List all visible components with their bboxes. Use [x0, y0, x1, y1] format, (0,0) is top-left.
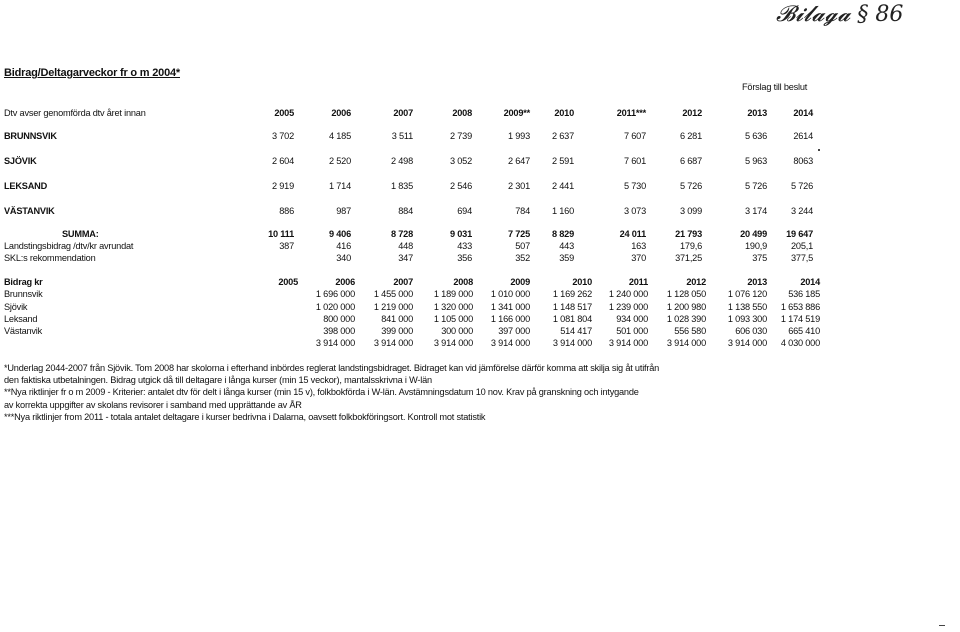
- table2-cell: 1 020 000: [315, 302, 355, 312]
- table1-cell: 6 281: [680, 131, 702, 141]
- table2-year-header: 2007: [393, 277, 413, 287]
- summa-cell: 24 011: [619, 229, 646, 239]
- table2-cell: 1 455 000: [373, 289, 413, 299]
- table2-total-cell: 3 914 000: [608, 338, 648, 348]
- table1-cell: 3 099: [680, 206, 702, 216]
- table1-year-header: 2011***: [616, 108, 646, 118]
- table2-cell: 665 410: [788, 326, 820, 336]
- table2-cell: 1 240 000: [608, 289, 648, 299]
- table1-cell: 2 919: [272, 181, 294, 191]
- landsting-cell: 163: [631, 241, 646, 251]
- table2-cell: 841 000: [381, 314, 413, 324]
- table2-year-header: 2006: [335, 277, 355, 287]
- footnote-line: **Nya riktlinjer fr o m 2009 - Kriterier: antalet dtv för delt i långa kurser (min 15 v), folkbokförda i W-län. Avstämningsdatum 10 nov. Krav på granskning och intygande: [4, 387, 639, 397]
- summa-cell: 10 111: [268, 229, 294, 239]
- table1-year-header: 2009**: [503, 108, 530, 118]
- landsting-cell: 507: [515, 241, 530, 251]
- table2-cell: 1 653 886: [780, 302, 820, 312]
- landsting-cell: 387: [279, 241, 294, 251]
- summa-label: SUMMA:: [62, 229, 99, 239]
- table1-cell: 2 637: [552, 131, 574, 141]
- table1-cell: 1 835: [391, 181, 413, 191]
- landsting-cell: 433: [457, 241, 472, 251]
- table2-cell: 536 185: [788, 289, 820, 299]
- table2-cell: 1 148 517: [552, 302, 592, 312]
- table1-cell: 2 520: [329, 156, 351, 166]
- table2-cell: 1 189 000: [433, 289, 473, 299]
- table1-cell: 2 301: [508, 181, 530, 191]
- table2-cell: 1 341 000: [490, 302, 530, 312]
- table2-cell: 1 169 262: [552, 289, 592, 299]
- skl-cell: 347: [398, 253, 413, 263]
- table1-row-label: LEKSAND: [4, 181, 48, 191]
- table2-cell: 606 030: [735, 326, 767, 336]
- table1-cell: 2 647: [508, 156, 530, 166]
- table2-cell: 501 000: [616, 326, 648, 336]
- skl-cell: 356: [457, 253, 472, 263]
- table2-year-header: 2011: [628, 277, 648, 287]
- summa-cell: 19 647: [786, 229, 813, 239]
- table1-cell: 3 052: [450, 156, 472, 166]
- skl-cell: 377,5: [791, 253, 813, 263]
- table2-cell: 1 093 300: [727, 314, 767, 324]
- table2-cell: 1 174 519: [780, 314, 820, 324]
- table1-cell: 5 963: [745, 156, 767, 166]
- table2-cell: 300 000: [441, 326, 473, 336]
- table1-cell: 8063: [793, 156, 813, 166]
- table1-cell: 2 498: [391, 156, 413, 166]
- table1-cell: 694: [457, 206, 472, 216]
- table1-cell: 2 591: [552, 156, 574, 166]
- table2-year-header: 2010: [572, 277, 592, 287]
- table1-cell: 7 607: [624, 131, 646, 141]
- table1-cell: 884: [398, 206, 413, 216]
- footnote-line: ***Nya riktlinjer from 2011 - totala antalet deltagare i kurser bedrivna i Dalarna, oavsett folkbokföringsort. Kontroll mot statistik: [4, 412, 486, 422]
- table1-cell: 3 073: [624, 206, 646, 216]
- table2-total-cell: 3 914 000: [433, 338, 473, 348]
- table1-cell: 2 739: [450, 131, 472, 141]
- table1-cell: 4 185: [329, 131, 351, 141]
- table1-row-label: BRUNNSVIK: [4, 131, 57, 141]
- table2-cell: 1 696 000: [315, 289, 355, 299]
- footnote-line: *Underlag 2044-2007 från Sjövik. Tom 2008 har skolorna i efterhand inbördes reglerat landstingsbidraget. Bidraget kan vid jämförelse därför komma att skilja sig åt utifrån: [4, 363, 660, 373]
- table1-year-header: 2008: [452, 108, 472, 118]
- table2-cell: 1 081 804: [552, 314, 592, 324]
- proposal-label: Förslag till beslut: [742, 82, 808, 92]
- table1-cell: 5 636: [745, 131, 767, 141]
- landsting-cell: 443: [559, 241, 574, 251]
- skl-label: SKL:s rekommendation: [4, 253, 96, 263]
- table1-cell: 2 441: [552, 181, 574, 191]
- table1-cell: 3 702: [272, 131, 294, 141]
- table2-cell: 1 028 390: [666, 314, 706, 324]
- table1-header-label: Dtv avser genomförda dtv året innan: [4, 108, 146, 118]
- table2-header-label: Bidrag kr: [4, 277, 43, 287]
- table1-cell: 987: [336, 206, 351, 216]
- landsting-cell: 205,1: [791, 241, 813, 251]
- table2-total-cell: 3 914 000: [666, 338, 706, 348]
- summa-cell: 21 793: [675, 229, 702, 239]
- table2-cell: 1 320 000: [433, 302, 473, 312]
- table1-cell: 6 687: [680, 156, 702, 166]
- table1-year-header: 2010: [554, 108, 574, 118]
- summa-cell: 9 031: [450, 229, 472, 239]
- summa-cell: 20 499: [740, 229, 767, 239]
- table2-year-header: 2008: [453, 277, 473, 287]
- table2-year-header: 2005: [278, 277, 298, 287]
- table1-cell: 1 993: [508, 131, 530, 141]
- table2-year-header: 2009: [510, 277, 530, 287]
- skl-cell: 340: [336, 253, 351, 263]
- table1-cell: 1 160: [552, 206, 574, 216]
- table1-cell: 3 174: [745, 206, 767, 216]
- table1-cell: 886: [279, 206, 294, 216]
- table2-cell: 1 239 000: [608, 302, 648, 312]
- table1-cell: 5 726: [680, 181, 702, 191]
- table2-total-cell: 3 914 000: [727, 338, 767, 348]
- table2-row-label: Leksand: [4, 314, 38, 324]
- landsting-label: Landstingsbidrag /dtv/kr avrundat: [4, 241, 134, 251]
- table1-row-label: VÄSTANVIK: [4, 206, 55, 216]
- table2-cell: 514 417: [560, 326, 592, 336]
- table1-cell: 2 546: [450, 181, 472, 191]
- table2-cell: 800 000: [323, 314, 355, 324]
- table2-total-cell: 4 030 000: [780, 338, 820, 348]
- table2-row-label: Västanvik: [4, 326, 43, 336]
- table2-cell: 1 128 050: [666, 289, 706, 299]
- landsting-cell: 179,6: [680, 241, 702, 251]
- table2-year-header: 2014: [800, 277, 820, 287]
- table2-cell: 397 000: [498, 326, 530, 336]
- summa-cell: 7 725: [508, 229, 530, 239]
- table2-cell: 1 138 550: [727, 302, 767, 312]
- table2-total-cell: 3 914 000: [315, 338, 355, 348]
- table2-cell: 1 166 000: [490, 314, 530, 324]
- table1-year-header: 2006: [331, 108, 351, 118]
- table2-cell: 1 076 120: [727, 289, 767, 299]
- table2-cell: 1 105 000: [433, 314, 473, 324]
- table2-cell: 556 580: [674, 326, 706, 336]
- landsting-cell: 190,9: [745, 241, 767, 251]
- table2-cell: 398 000: [323, 326, 355, 336]
- table2-cell: 1 219 000: [373, 302, 413, 312]
- table1-year-header: 2013: [747, 108, 767, 118]
- table1-cell: 3 244: [791, 206, 813, 216]
- table2-cell: 934 000: [616, 314, 648, 324]
- table2-cell: 399 000: [381, 326, 413, 336]
- skl-cell: 371,25: [675, 253, 702, 263]
- speck-mark: [818, 149, 820, 151]
- table1-cell: 5 730: [624, 181, 646, 191]
- summa-cell: 8 728: [391, 229, 413, 239]
- table1-cell: 3 511: [391, 131, 413, 141]
- table1-year-header: 2007: [393, 108, 413, 118]
- table1-year-header: 2014: [793, 108, 813, 118]
- table2-row-label: Brunnsvik: [4, 289, 43, 299]
- table2-cell: 1 010 000: [490, 289, 530, 299]
- skl-cell: 359: [559, 253, 574, 263]
- table1-cell: 7 601: [624, 156, 646, 166]
- skl-cell: 375: [752, 253, 767, 263]
- summa-cell: 9 406: [329, 229, 351, 239]
- table1-cell: 2 604: [272, 156, 294, 166]
- landsting-cell: 448: [398, 241, 413, 251]
- footnote-line: av korrekta uppgifter av skolans revisorer i samband med upprättande av ÅR: [4, 400, 302, 410]
- summa-cell: 8 829: [552, 229, 574, 239]
- table2-year-header: 2012: [686, 277, 706, 287]
- table2-total-cell: 3 914 000: [552, 338, 592, 348]
- skl-cell: 370: [631, 253, 646, 263]
- skl-cell: 352: [515, 253, 530, 263]
- table1-year-header: 2012: [682, 108, 702, 118]
- table1-cell: 5 726: [791, 181, 813, 191]
- page-title: Bidrag/Deltagarveckor fr o m 2004*: [4, 67, 180, 79]
- speck-mark: [939, 625, 945, 626]
- table1-cell: 784: [515, 206, 530, 216]
- table1-row-label: SJÖVIK: [4, 156, 37, 166]
- table1-year-header: 2005: [274, 108, 294, 118]
- table2-cell: 1 200 980: [666, 302, 706, 312]
- handwritten-signature: 𝓑𝓲𝓵𝓪𝓰𝓪 § 86: [776, 2, 904, 27]
- table1-cell: 1 714: [329, 181, 351, 191]
- table2-year-header: 2013: [747, 277, 767, 287]
- table2-total-cell: 3 914 000: [490, 338, 530, 348]
- table1-cell: 5 726: [745, 181, 767, 191]
- table1-cell: 2614: [793, 131, 813, 141]
- landsting-cell: 416: [336, 241, 351, 251]
- footnote-line: den faktiska utbetalningen. Bidrag utgick då till deltagare i långa kurser (min 15 veckor), mantalsskrivna i W-län: [4, 375, 432, 385]
- table2-row-label: Sjövik: [4, 302, 28, 312]
- table2-total-cell: 3 914 000: [373, 338, 413, 348]
